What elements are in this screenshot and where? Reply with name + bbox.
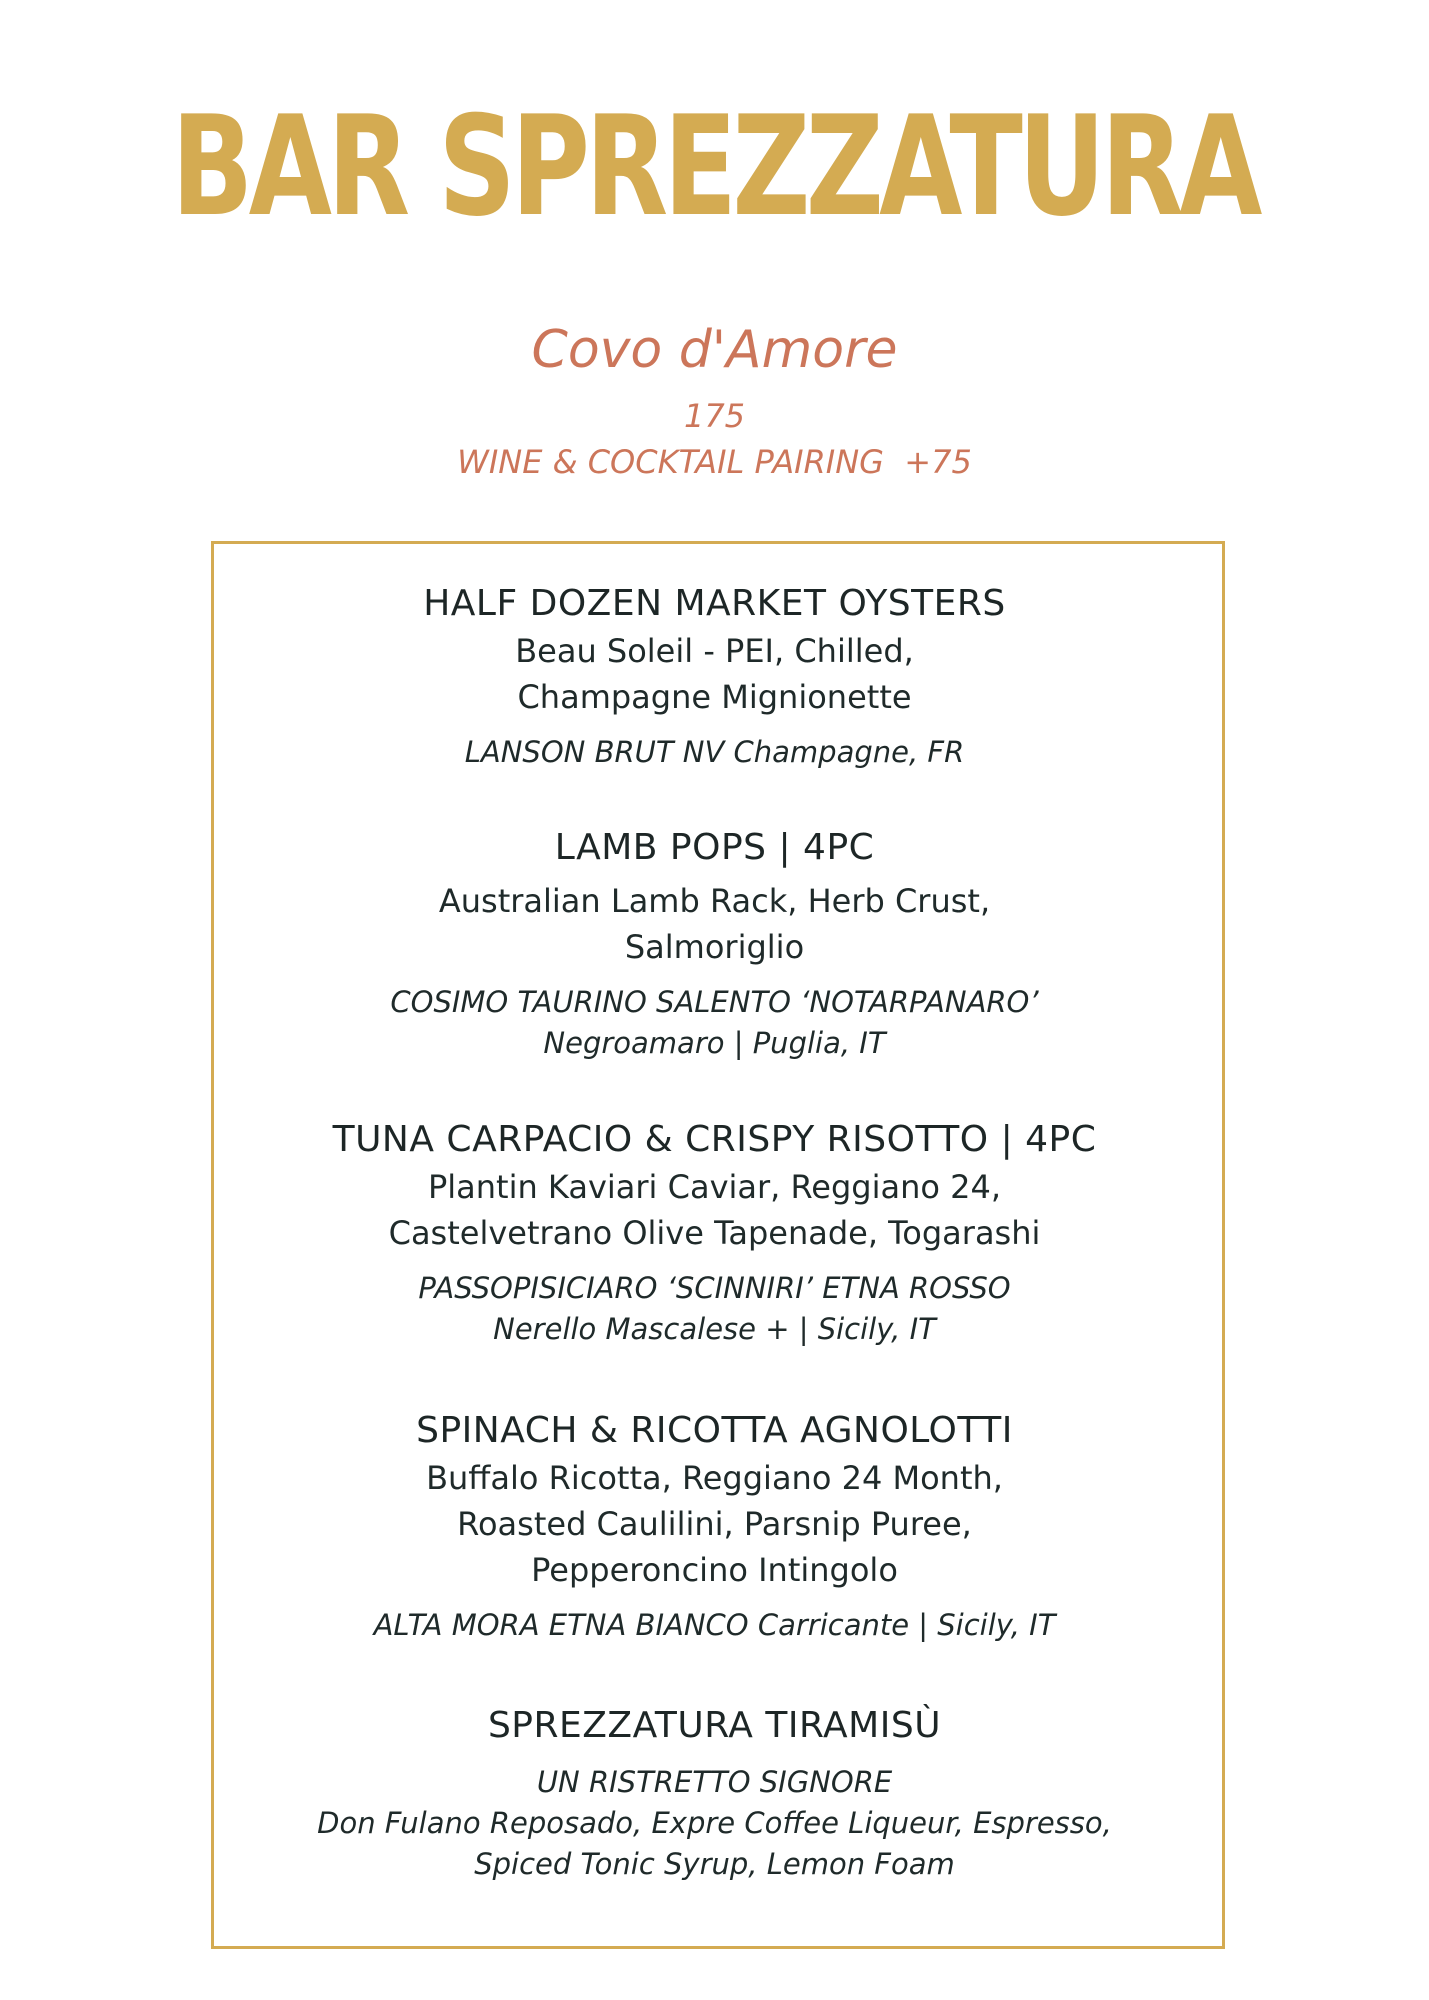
course-description-line: Plantin Kaviari Caviar, Reggiano 24, [427, 1168, 1002, 1206]
course-title: HALF DOZEN MARKET OYSTERS [423, 583, 1006, 624]
course-description-line: Australian Lamb Rack, Herb Crust, [438, 882, 991, 920]
course-pairing-line: UN RISTRETTO SIGNORE [536, 1765, 893, 1799]
course-pairing-line: Nerello Mascalese + | Sicily, IT [493, 1312, 936, 1346]
tasting-menu-header [0, 318, 1429, 482]
course-title: SPREZZATURA TIRAMISÙ [487, 1705, 942, 1746]
course-pairing-line: LANSON BRUT NV Champagne, FR [464, 735, 965, 769]
tasting-menu-name: Covo d'Amore [531, 320, 898, 380]
course-description-line: Castelvetrano Olive Tapenade, Togarashi [388, 1214, 1041, 1252]
course-pairing-line: Negroamaro | Puglia, IT [543, 1026, 886, 1060]
course-tiramisu [0, 1702, 1429, 1885]
course-description-line: Pepperoncino Intingolo [531, 1551, 898, 1589]
course-description-line: Salmoriglio [624, 928, 805, 966]
course-description-line: Roasted Caulilini, Parsnip Puree, [457, 1505, 972, 1543]
brand-logo: BAR SPREZZATURA [171, 86, 1258, 247]
course-pairing-line: Spiced Tonic Syrup, Lemon Foam [474, 1847, 955, 1881]
course-description-line: Buffalo Ricotta, Reggiano 24 Month, [426, 1459, 1003, 1497]
course-agnolotti [0, 1407, 1429, 1646]
course-pairing-line: COSIMO TAURINO SALENTO ‘NOTARPANARO’ [390, 985, 1039, 1019]
course-pairing-line: ALTA MORA ETNA BIANCO Carricante | Sicily, IT [373, 1608, 1056, 1642]
tasting-menu-pairing: WINE & COCKTAIL PAIRING +75 [457, 443, 972, 481]
course-oysters [0, 580, 1429, 773]
course-tuna-carpaccio [0, 1116, 1429, 1350]
course-pairing-line: Don Fulano Reposado, Expre Coffee Liqueur, Espresso, [317, 1806, 1112, 1840]
course-description-line: Beau Soleil - PEI, Chilled, [515, 632, 914, 670]
course-lamb-pops [0, 824, 1429, 1064]
tasting-menu-price: 175 [683, 397, 746, 435]
course-title: LAMB POPS | 4PC [554, 827, 875, 868]
course-pairing-line: PASSOPISICIARO ‘SCINNIRI’ ETNA ROSSO [418, 1271, 1011, 1305]
course-title: SPINACH & RICOTTA AGNOLOTTI [416, 1410, 1013, 1451]
course-description-line: Champagne Mignionette [517, 678, 912, 716]
course-title: TUNA CARPACIO & CRISPY RISOTTO | 4PC [332, 1119, 1097, 1160]
